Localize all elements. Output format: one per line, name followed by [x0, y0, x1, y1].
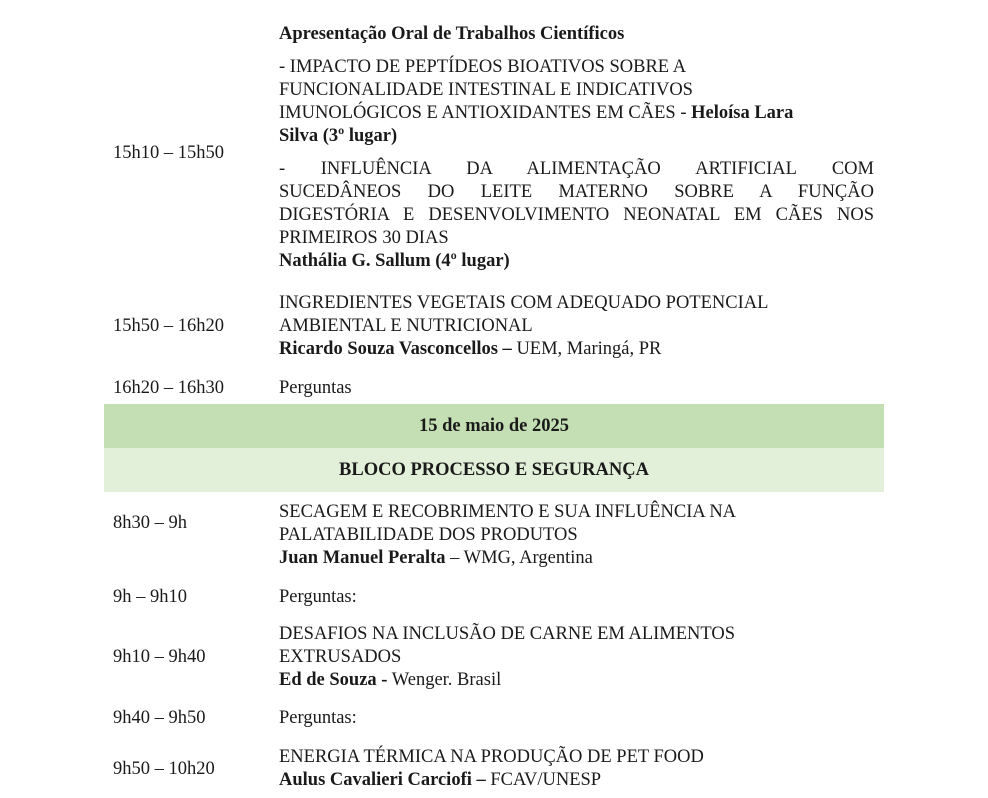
presentation-title-line: FUNCIONALIDADE INTESTINAL E INDICATIVOS [279, 80, 693, 100]
questions-label: Perguntas: [279, 587, 357, 607]
speaker-name: Ed de Souza - [279, 670, 388, 690]
talk-block [279, 501, 874, 570]
presentation-title-line: PRIMEIROS 30 DIAS [279, 228, 449, 248]
session-heading: Apresentação Oral de Trabalhos Científicos [279, 24, 625, 44]
speaker-affiliation: Wenger. Brasil [391, 670, 502, 690]
time-slot: 9h50 – 10h20 [113, 759, 215, 779]
session-block [279, 23, 874, 273]
block-band: BLOCO PROCESSO E SEGURANÇA [104, 448, 884, 492]
speaker-name: Heloísa Lara [691, 103, 794, 123]
talk-title [279, 292, 874, 338]
talk-title-line: ENERGIA TÉRMICA NA PRODUÇÃO DE PET FOOD [279, 747, 704, 767]
speaker-name: Silva (3º lugar) [279, 126, 398, 146]
presentation-title-line: DIGESTÓRIA E DESENVOLVIMENTO NEONATAL EM CÃES NOS [279, 205, 874, 225]
presentation-title-line: IMUNOLÓGICOS E ANTIOXIDANTES EM CÃES - [279, 103, 687, 123]
speaker-affiliation: – WMG, Argentina [450, 548, 593, 568]
speaker-name: Nathália G. Sallum (4º lugar) [279, 251, 510, 271]
time-slot: 9h40 – 9h50 [113, 708, 206, 728]
time-slot: 8h30 – 9h [113, 513, 187, 533]
time-slot: 15h50 – 16h20 [113, 316, 224, 336]
presentation-item [279, 158, 874, 273]
speaker-name: Ricardo Souza Vasconcellos – [279, 339, 512, 359]
speaker-name: Juan Manuel Peralta [279, 548, 446, 568]
talk-speaker [279, 547, 874, 570]
talk-block [279, 623, 874, 692]
talk-speaker [279, 769, 874, 792]
talk-title [279, 623, 874, 669]
presentation-title-line: SUCEDÂNEOS DO LEITE MATERNO SOBRE A FUNÇÃO [279, 182, 874, 202]
presentation-title-line: - INFLUÊNCIA DA ALIMENTAÇÃO ARTIFICIAL COM [279, 159, 874, 179]
talk-title-line: AMBIENTAL E NUTRICIONAL [279, 316, 533, 336]
talk-title-line: EXTRUSADOS [279, 647, 402, 667]
talk-block [279, 292, 874, 361]
talk-block [279, 746, 874, 792]
talk-title-line: PALATABILIDADE DOS PRODUTOS [279, 525, 578, 545]
questions-label: Perguntas: [279, 708, 357, 728]
time-slot: 15h10 – 15h50 [113, 143, 224, 163]
talk-title-line: INGREDIENTES VEGETAIS COM ADEQUADO POTENCIAL [279, 293, 769, 313]
talk-speaker [279, 669, 874, 692]
talk-speaker [279, 338, 874, 361]
speaker-name: Aulus Cavalieri Carciofi – [279, 770, 486, 790]
questions-label: Perguntas [279, 378, 352, 398]
speaker-affiliation: UEM, Maringá, PR [516, 339, 662, 359]
presentation-title-line: - IMPACTO DE PEPTÍDEOS BIOATIVOS SOBRE A [279, 57, 687, 77]
talk-title [279, 501, 874, 547]
presentation-item [279, 56, 874, 148]
speaker-affiliation: FCAV/UNESP [490, 770, 602, 790]
talk-title [279, 746, 874, 769]
time-slot: 9h – 9h10 [113, 587, 187, 607]
time-slot: 9h10 – 9h40 [113, 647, 206, 667]
date-band: 15 de maio de 2025 [104, 404, 884, 448]
time-slot: 16h20 – 16h30 [113, 378, 224, 398]
talk-title-line: DESAFIOS NA INCLUSÃO DE CARNE EM ALIMENTOS [279, 624, 736, 644]
talk-title-line: SECAGEM E RECOBRIMENTO E SUA INFLUÊNCIA NA [279, 502, 737, 522]
